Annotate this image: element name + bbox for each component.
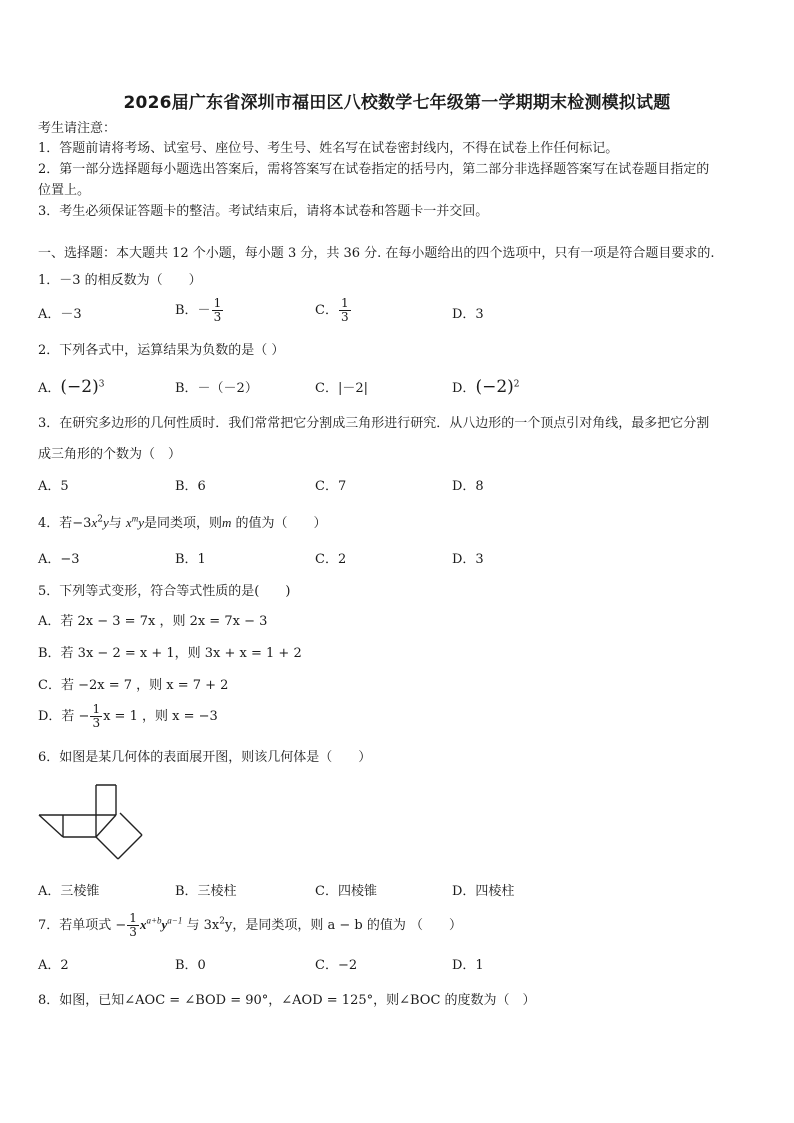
figure-line — [39, 815, 63, 837]
q6-option-b: B．三棱柱 — [175, 884, 237, 899]
q6-option-d: D．四棱柱 — [452, 884, 515, 899]
q5-option-a: A．若 2x − 3 = 7x ，则 2x = 7x − 3 — [38, 614, 268, 629]
q8-stem: 8．如图，已知∠AOC = ∠BOD = 90°，∠AOD = 125°，则∠BOC 的度数为（ ） — [38, 993, 536, 1008]
q2-stem: 2．下列各式中，运算结果为负数的是（ ） — [38, 343, 285, 358]
q1-option-c: C． $\frac{1}{3}$ — [315, 296, 349, 324]
q6-option-c: C．四棱锥 — [315, 884, 377, 899]
q3-option-d: D．8 — [452, 479, 484, 494]
q3-option-b: B．6 — [175, 479, 206, 494]
notice-item-2: 2．第一部分选择题每小题选出答案后，需将答案写在试卷指定的括号内，第二部分非选择题答案写在试卷题目指定的 — [38, 162, 710, 177]
q3-option-a: A．5 — [38, 479, 69, 494]
section-heading: 一、选择题：本大题共 12 个小题，每小题 3 分，共 36 分. 在每小题给出的四个选项中，只有一项是符合题目要求的. — [38, 246, 715, 261]
q6-stem: 6．如图是某几何体的表面展开图，则该几何体是（ ） — [38, 750, 372, 765]
q4-option-d: D．3 — [452, 552, 484, 567]
q2-option-d: D．$(-2)^2$ — [452, 377, 520, 397]
q5-option-b: B．若 3x − 2 = x + 1，则 3x + x = 1 + 2 — [38, 646, 302, 661]
q5-option-d: D．若 − $\frac{1}{3}$ x = 1 ，则 x = −3 — [38, 702, 218, 730]
q7-stem: 7．若单项式 − $\frac{1}{3}$ $x^{a+b}y^{a-1}$ 与 $3x^2y$，是同类项，则 a − b 的值为 （ ） — [38, 911, 462, 939]
q2-option-a: A．$(-2)^3$ — [38, 377, 105, 397]
q1-stem: 1．－3 的相反数为（ ） — [38, 273, 202, 288]
q6-option-a: A．三棱锥 — [38, 884, 100, 899]
figure-line — [96, 815, 116, 837]
q7-option-c: C．−2 — [315, 958, 358, 973]
q4-option-a: A．−3 — [38, 552, 80, 567]
notice-item-1: 1．答题前请将考场、试室号、座位号、考生号、姓名写在试卷密封线内，不得在试卷上作任何标记。 — [38, 141, 619, 156]
q3-option-c: C．7 — [315, 479, 347, 494]
q7-option-d: D．1 — [452, 958, 484, 973]
page-title: 2026届广东省深圳市福田区八校数学七年级第一学期期末检测模拟试题 — [123, 93, 671, 113]
notice-item-3: 3．考生必须保证答题卡的整洁。考试结束后，请将本试卷和答题卡一并交回。 — [38, 204, 489, 219]
q7-option-a: A．2 — [38, 958, 69, 973]
figure-line — [96, 837, 118, 859]
figure-line — [118, 835, 142, 859]
net-figure — [36, 782, 148, 870]
q1-option-b: B．－ $\frac{1}{3}$ — [175, 296, 222, 324]
q4-stem: 4．若$-3x^2y$与 $x^my$是同类项，则m 的值为（ ） — [38, 513, 327, 531]
q1-option-d: D．3 — [452, 307, 484, 322]
q4-option-b: B．1 — [175, 552, 206, 567]
notice-heading: 考生请注意： — [38, 121, 117, 136]
q1-option-a: A．－3 — [38, 307, 82, 322]
q2-option-b: B．－（－2） — [175, 381, 258, 396]
figure-line — [120, 813, 142, 835]
q7-option-b: B．0 — [175, 958, 206, 973]
q5-option-c: C．若 −2x = 7 ，则 x = 7 + 2 — [38, 678, 229, 693]
notice-item-2-cont: 位置上。 — [38, 183, 91, 198]
q4-option-c: C．2 — [315, 552, 347, 567]
q2-option-c: C．|－2| — [315, 381, 368, 396]
q3-stem-line2: 成三角形的个数为（ ） — [38, 447, 182, 462]
q3-stem-line1: 3．在研究多边形的几何性质时．我们常常把它分割成三角形进行研究．从八边形的一个顶点引对角线，最多把它分割 — [38, 416, 710, 431]
q5-stem: 5．下列等式变形，符合等式性质的是( ) — [38, 584, 291, 599]
